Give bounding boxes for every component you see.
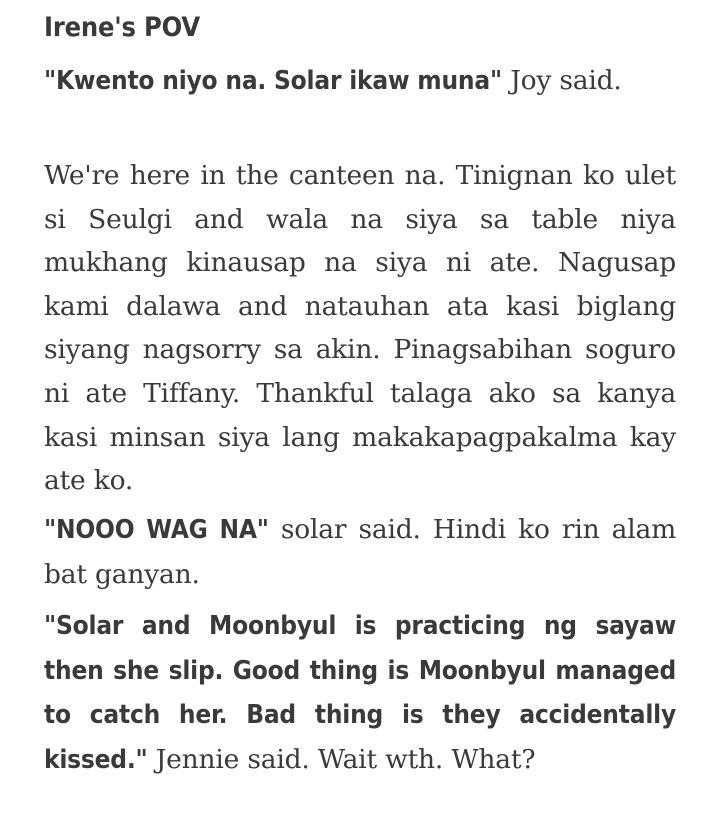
dialogue-quote: "Kwento niyo na. Solar ikaw muna" <box>44 66 502 96</box>
paragraph-solar <box>44 508 676 596</box>
paragraph-jennie <box>44 604 676 782</box>
chapter-heading: Irene's POV <box>44 12 200 43</box>
narration: Jennie said. Wait wth. What? <box>147 743 536 775</box>
paragraph-canteen: We're here in the canteen na. Tinignan ko ulet si Seulgi and wala na siya sa table niya mukhang kinausap na siya ni ate. Nagusap kami dalawa and natauhan ata kasi biglang siyang nagsorry sa akin. Pinagsabihan soguro ni ate Tiffany. Thankful talaga ako sa kanya kasi minsan siya lang makakapagpakalma kay ate ko. <box>44 160 676 497</box>
dialogue-quote: "Solar and Moonbyul is practicing ng sayaw then she slip. Good thing is Moonbyul managed to catch her. Bad thing is they accidentally kissed." <box>44 611 676 775</box>
paragraph-joy <box>44 59 676 104</box>
dialogue-quote: "NOOO WAG NA" <box>44 515 269 545</box>
narration: solar said. Hindi ko rin alam bat ganyan. <box>44 514 676 590</box>
narration: Joy said. <box>501 65 622 96</box>
